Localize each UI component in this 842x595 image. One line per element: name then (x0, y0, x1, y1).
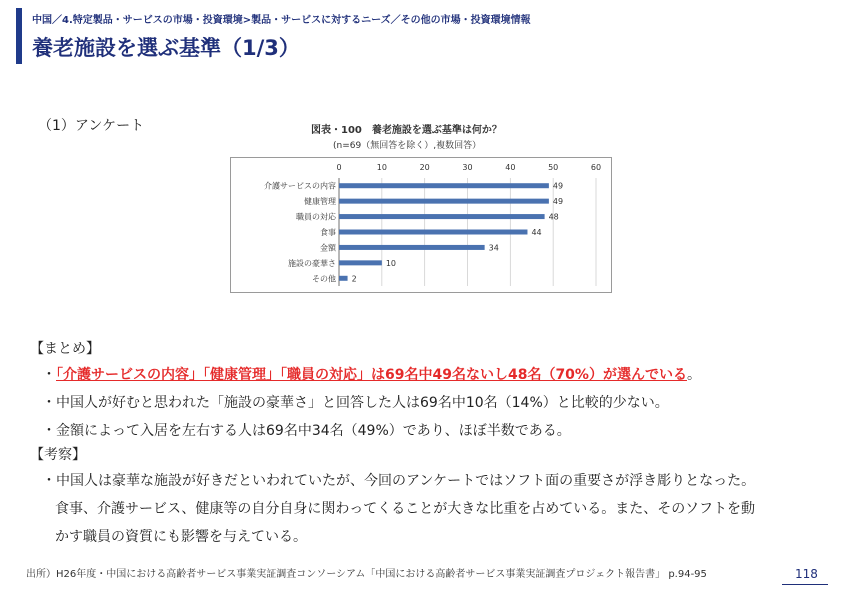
category-label: その他 (312, 274, 336, 284)
bar-value-label: 48 (548, 212, 559, 222)
bar-value-label: 34 (488, 243, 499, 253)
category-label: 職員の対応 (296, 212, 336, 222)
category-label: 金額 (320, 243, 336, 253)
summary-highlight: 「介護サービスの内容」「健康管理」「職員の対応」は69名中49名ないし48名（70%）が選んでいる (56, 367, 687, 383)
chart-title: 図表・100 養老施設を選ぶ基準は何か？ (311, 125, 502, 136)
category-label: 介護サービスの内容 (264, 181, 336, 191)
section-label: （1）アンケート (38, 118, 145, 134)
x-tick-label: 40 (505, 163, 516, 172)
page-number: 118 (795, 567, 818, 581)
x-tick-label: 60 (590, 163, 602, 172)
bar (339, 199, 549, 204)
category-label: 食事 (320, 228, 336, 237)
bar (339, 245, 485, 250)
x-tick-label: 20 (419, 163, 430, 172)
category-label: 健康管理 (304, 197, 336, 207)
summary-bullet-1 (42, 364, 701, 384)
footer-underline (782, 584, 828, 585)
summary-bullet-1-suffix: 。 (686, 367, 701, 383)
breadcrumb: 中国／4.特定製品・サービスの市場・投資環境>製品・サービスに対するニーズ／その他の市場・投資環境情報 (32, 15, 531, 26)
x-tick-label: 30 (462, 163, 473, 172)
consideration-bullet-line-1: ・中国人は豪華な施設が好きだといわれていたが、今回のアンケートではソフト面の重要さが浮き彫りとなった。 (42, 473, 756, 489)
title-accent-bar (16, 8, 22, 64)
bar (339, 230, 527, 235)
x-tick-label: 50 (548, 163, 559, 172)
bar-value-label: 2 (351, 274, 357, 284)
bar-value-label: 10 (385, 258, 397, 268)
summary-bullet-3: ・金額によって入居を左右する人は69名中34名（49%）であり、ほぼ半数である。 (42, 423, 571, 439)
consideration-bullet-line-3: かす職員の資質にも影響を与えている。 (55, 529, 307, 545)
consideration-bullet-line-2: 食事、介護サービス、健康等の自分自身に関わってくることが大きな比重を占めている。また、そのソフトを動 (55, 501, 755, 517)
bar (339, 214, 545, 219)
page-title: 養老施設を選ぶ基準（1/3） (32, 36, 300, 60)
source-citation: 出所）H26年度・中国における高齢者サービス事業実証調査コンソーシアム「中国における高齢者サービス事業実証調査プロジェクト報告書」 p.94-95 (26, 569, 707, 580)
summary-bullet-1-prefix: ・ (42, 367, 56, 383)
x-tick-label: 10 (376, 163, 387, 172)
bar-value-label: 44 (531, 228, 542, 237)
summary-bullet-2: ・中国人が好むと思われた「施設の豪華さ」と回答した人は69名中10名（14%）と比較的少ない。 (42, 395, 669, 411)
summary-heading: 【まとめ】 (30, 341, 100, 357)
category-label: 施設の豪華さ (288, 258, 336, 268)
bar-value-label: 49 (552, 181, 564, 191)
x-tick-label: 0 (336, 163, 342, 172)
bar (339, 183, 549, 188)
chart-subtitle: (n=69（無回答を除く）,複数回答） (333, 141, 482, 151)
bar-chart (231, 158, 611, 292)
bar (339, 260, 382, 265)
chart-frame (230, 157, 612, 293)
consideration-heading: 【考察】 (30, 447, 86, 463)
bar-value-label: 49 (552, 197, 564, 207)
bar (339, 276, 348, 281)
